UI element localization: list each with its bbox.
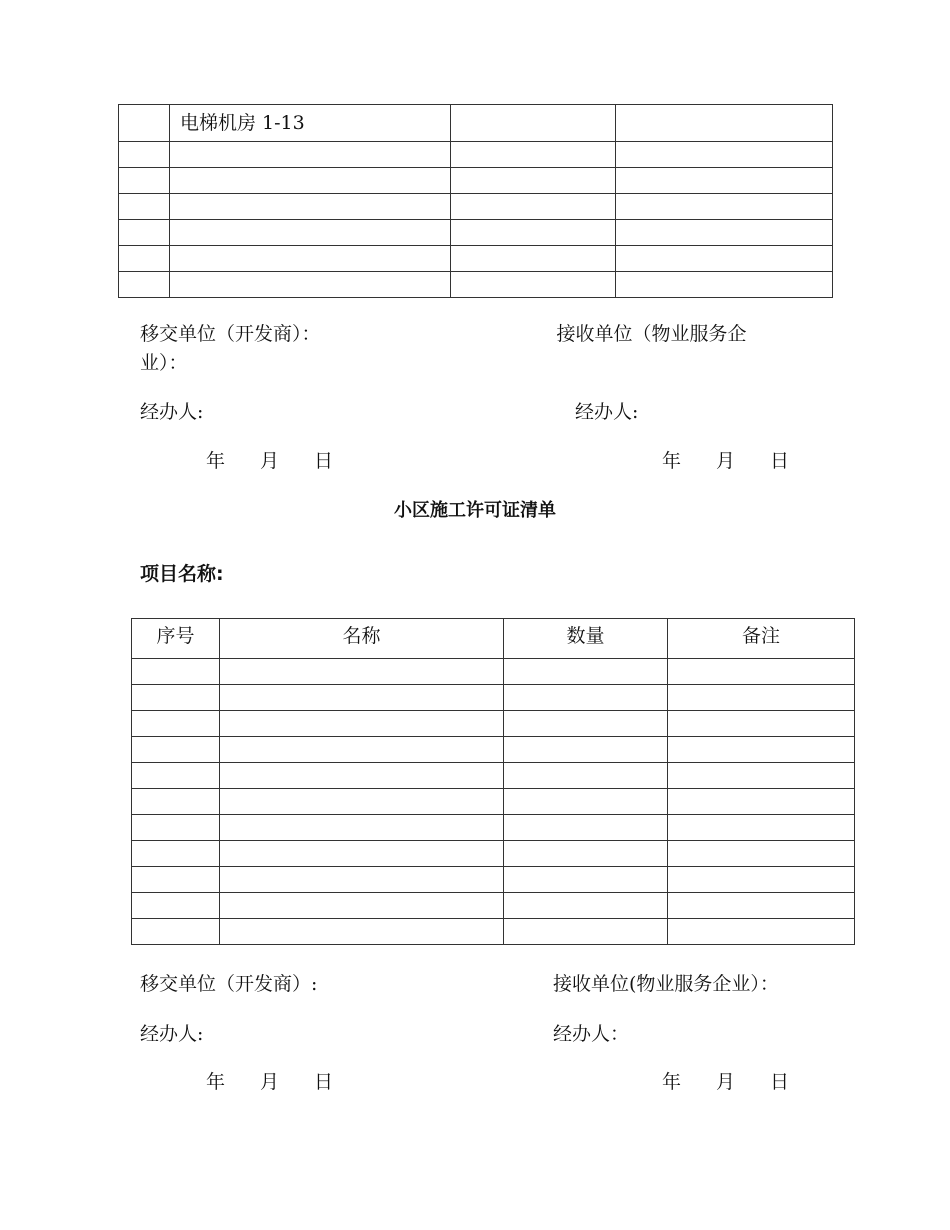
- table-cell: [119, 246, 170, 272]
- table-cell: [451, 220, 616, 246]
- date-right-2: [662, 1067, 789, 1094]
- receive-unit-label: 接收单位（物业服务企: [556, 323, 747, 345]
- table-cell-name: 电梯机房 1-13: [170, 105, 451, 142]
- date-right: [662, 446, 789, 473]
- table-cell: [119, 220, 170, 246]
- table-cell: [220, 893, 504, 919]
- table-row: [119, 246, 833, 272]
- handover-table-1: [118, 104, 833, 298]
- handler-left-label: 经办人:: [140, 401, 204, 423]
- table-cell: [132, 711, 220, 737]
- table-row: [119, 220, 833, 246]
- table-cell: [504, 737, 668, 763]
- table-cell: [504, 893, 668, 919]
- table-cell: [668, 867, 855, 893]
- date-year: 年: [662, 1071, 682, 1093]
- table-cell: [220, 841, 504, 867]
- table-cell: [132, 659, 220, 685]
- table-cell: [220, 867, 504, 893]
- table-cell: [668, 685, 855, 711]
- transfer-unit-label-2: 移交单位（开发商）:: [140, 973, 318, 995]
- table-cell: [132, 737, 220, 763]
- table-cell: [504, 815, 668, 841]
- transfer-unit-label: 移交单位（开发商）：: [140, 323, 321, 345]
- table-cell: [170, 220, 451, 246]
- table-cell: [220, 919, 504, 945]
- table-cell: [616, 246, 833, 272]
- date-month: 月: [260, 450, 280, 472]
- table-header-row: [132, 619, 855, 659]
- table-cell: [132, 815, 220, 841]
- table-cell: [132, 763, 220, 789]
- table-cell: [504, 841, 668, 867]
- table-row: [132, 867, 855, 893]
- table-cell: [170, 272, 451, 298]
- date-year: 年: [662, 450, 682, 472]
- table-cell: [504, 659, 668, 685]
- date-year: 年: [206, 1071, 226, 1093]
- table-row: [119, 142, 833, 168]
- table-row: [119, 194, 833, 220]
- table-cell: [220, 763, 504, 789]
- table-cell: [220, 659, 504, 685]
- table-cell: [616, 142, 833, 168]
- table-cell: [132, 789, 220, 815]
- table-row: [132, 737, 855, 763]
- table-cell: [504, 685, 668, 711]
- date-day: 日: [770, 1071, 790, 1093]
- date-left-2: [206, 1067, 333, 1094]
- table-cell: [451, 168, 616, 194]
- table-cell: [668, 763, 855, 789]
- header-index: 序号: [132, 619, 220, 659]
- table-cell: [616, 220, 833, 246]
- table-cell: [170, 246, 451, 272]
- table-cell: [668, 893, 855, 919]
- table-row: [132, 685, 855, 711]
- table-cell: [119, 105, 170, 142]
- section1-signature-block: [140, 320, 820, 378]
- table-cell: [668, 659, 855, 685]
- table-cell: [668, 919, 855, 945]
- header-name: 名称: [220, 619, 504, 659]
- table-cell: [451, 105, 616, 142]
- table-cell: [220, 711, 504, 737]
- table-cell: [504, 763, 668, 789]
- table-cell: [616, 168, 833, 194]
- table-row: [132, 919, 855, 945]
- date-day: 日: [314, 1071, 334, 1093]
- table-cell: [504, 867, 668, 893]
- table-cell: [616, 194, 833, 220]
- table-cell: [119, 168, 170, 194]
- date-month: 月: [260, 1071, 280, 1093]
- handler-right-label-2: 经办人：: [553, 1023, 630, 1045]
- date-year: 年: [206, 450, 226, 472]
- receive-unit-label-cont: 业）：: [140, 352, 188, 374]
- table-cell: [451, 142, 616, 168]
- table-row: [132, 711, 855, 737]
- table-cell: [132, 919, 220, 945]
- date-day: 日: [314, 450, 334, 472]
- project-name-label: 项目名称:: [140, 563, 224, 585]
- table-row: [132, 815, 855, 841]
- table-cell: [132, 867, 220, 893]
- table-cell: [220, 815, 504, 841]
- table-cell: [132, 685, 220, 711]
- table-cell: [616, 272, 833, 298]
- date-day: 日: [770, 450, 790, 472]
- date-month: 月: [716, 1071, 736, 1093]
- table-cell: [668, 711, 855, 737]
- receive-unit-label-2: 接收单位(物业服务企业）：: [553, 973, 779, 995]
- table-cell: [119, 272, 170, 298]
- table-cell: [451, 246, 616, 272]
- table-cell: [668, 737, 855, 763]
- table-cell: [668, 815, 855, 841]
- table-cell: [132, 893, 220, 919]
- date-month: 月: [716, 450, 736, 472]
- table-cell: [668, 841, 855, 867]
- table-row: [132, 763, 855, 789]
- header-remarks: 备注: [668, 619, 855, 659]
- table-cell: [504, 711, 668, 737]
- table-row: [132, 841, 855, 867]
- table-row: [119, 105, 833, 142]
- table-row: [119, 168, 833, 194]
- permit-table: [131, 618, 855, 945]
- table-row: [132, 659, 855, 685]
- page-title: 小区施工许可证清单: [394, 500, 556, 521]
- table-cell: [119, 194, 170, 220]
- table-cell: [668, 789, 855, 815]
- table-cell: [451, 272, 616, 298]
- table-cell: [451, 194, 616, 220]
- table-cell: [170, 194, 451, 220]
- table-cell: [170, 168, 451, 194]
- table-cell: [220, 685, 504, 711]
- table-row: [119, 272, 833, 298]
- table-cell: [170, 142, 451, 168]
- table-cell: [504, 919, 668, 945]
- handler-left-label-2: 经办人:: [140, 1023, 204, 1045]
- table-row: [132, 789, 855, 815]
- table-cell: [504, 789, 668, 815]
- table-cell: [119, 142, 170, 168]
- table-cell: [616, 105, 833, 142]
- table-cell: [220, 737, 504, 763]
- handler-right-label: 经办人:: [575, 401, 639, 423]
- table-cell: [220, 789, 504, 815]
- table-row: [132, 893, 855, 919]
- table-cell: [132, 841, 220, 867]
- date-left: [206, 446, 333, 473]
- header-quantity: 数量: [504, 619, 668, 659]
